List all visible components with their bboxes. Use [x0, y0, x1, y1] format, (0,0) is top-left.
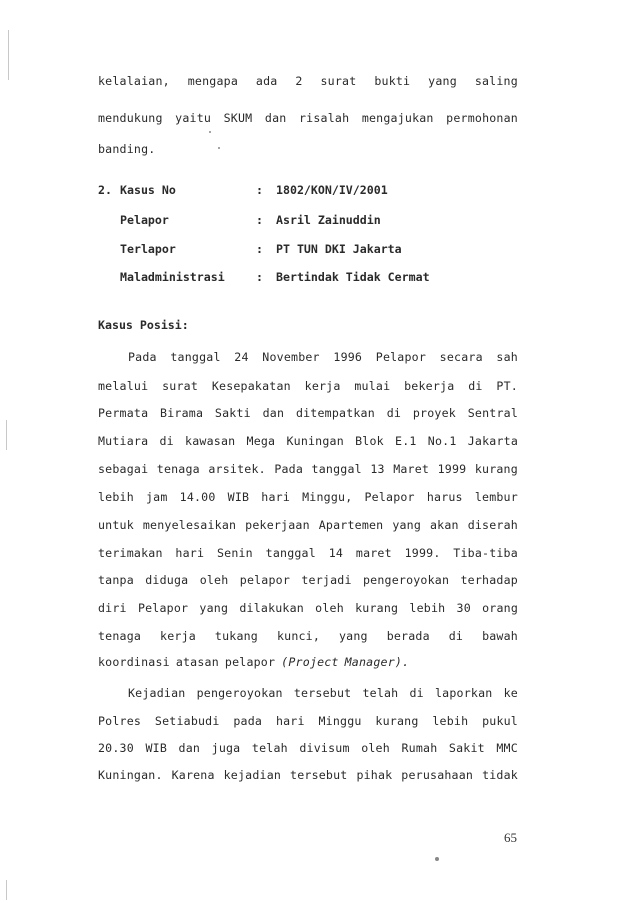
word: telah: [251, 741, 288, 755]
word: pada: [233, 714, 263, 728]
text-line: [98, 406, 518, 420]
word: Tiba-tiba: [453, 546, 518, 560]
word: sah: [496, 350, 518, 364]
case-value: Asril Zainuddin: [276, 213, 381, 227]
case-colon: :: [256, 270, 263, 284]
page-number: 65: [504, 830, 517, 845]
word: proyek: [412, 406, 456, 420]
word: pelapor: [239, 573, 291, 587]
word: ke: [503, 686, 518, 700]
word: perusahaan: [401, 768, 474, 782]
word: pengeroyokan: [362, 573, 450, 587]
case-row: [98, 242, 402, 256]
word: PT.: [496, 379, 518, 393]
word: Kejadian: [128, 686, 186, 700]
word: kerja: [304, 379, 341, 393]
word: terjadi: [301, 573, 352, 587]
word: lebih: [409, 601, 446, 615]
text-line: [98, 573, 518, 587]
word: ditempatkan: [295, 406, 375, 420]
scan-edge-mark: [8, 30, 9, 80]
word: akan: [430, 518, 459, 532]
word: laporkan: [434, 686, 493, 700]
word: Pelapor: [364, 490, 415, 504]
word: secara: [439, 350, 483, 364]
scan-speck: [209, 131, 211, 133]
word: (Project: [281, 655, 339, 669]
word: harus: [426, 490, 463, 504]
word: tanggal: [311, 462, 362, 476]
word: Setiabudi: [154, 714, 220, 728]
word: Pelapor: [375, 350, 427, 364]
word: hari: [275, 714, 305, 728]
word: Birama: [160, 406, 204, 420]
text-line: [98, 518, 518, 532]
word: diri: [98, 601, 127, 615]
word: 24: [234, 350, 249, 364]
word: Jakarta: [467, 434, 518, 448]
word: maret: [355, 546, 392, 560]
word: mengapa: [187, 74, 238, 88]
word: bekerja: [404, 379, 455, 393]
word: kurang: [355, 601, 399, 615]
word: dan: [262, 406, 285, 420]
word: lebih: [432, 714, 469, 728]
word: Pada: [128, 350, 157, 364]
case-colon: :: [256, 242, 263, 256]
word: yang: [199, 601, 229, 615]
word: Senin: [216, 546, 253, 560]
word: Pada: [274, 462, 304, 476]
case-colon: :: [256, 183, 263, 197]
text-line: [98, 714, 518, 728]
case-value: 1802/KON/IV/2001: [276, 183, 388, 197]
word: divisum: [299, 741, 350, 755]
word: Blok: [355, 434, 384, 448]
word: Kesepakatan: [211, 379, 291, 393]
word: 20.30: [98, 741, 134, 755]
word: Polres: [98, 714, 142, 728]
scan-edge-mark: [6, 420, 7, 450]
word: Rumah: [401, 741, 438, 755]
word: jam: [146, 490, 168, 504]
word: Manager).: [344, 655, 410, 669]
word: kawasan: [185, 434, 236, 448]
text-line: [98, 768, 518, 782]
word: MMC: [496, 741, 518, 755]
word: yang: [428, 74, 457, 88]
text-line: [98, 629, 518, 643]
word: Kuningan.: [98, 768, 163, 782]
word: kunci,: [276, 629, 321, 643]
word: mulai: [354, 379, 391, 393]
word: berada: [386, 629, 430, 643]
text-line: [98, 434, 518, 448]
word: tanpa: [98, 573, 134, 587]
word: Pelapor: [137, 601, 189, 615]
word: Mega: [246, 434, 276, 448]
word: orang: [482, 601, 518, 615]
word: 1996: [333, 350, 363, 364]
word: melalui: [98, 379, 149, 393]
word: WIB: [145, 741, 167, 755]
word: yang: [339, 629, 368, 643]
word: terhadap: [460, 573, 518, 587]
word: Apartemen: [318, 518, 384, 532]
scan-speck: [435, 857, 439, 861]
word: tenaga: [156, 462, 200, 476]
word: dan: [178, 741, 201, 755]
word: telah: [362, 686, 399, 700]
word: 1999: [437, 462, 467, 476]
text-line: [98, 741, 518, 755]
case-value: PT TUN DKI Jakarta: [276, 242, 402, 256]
word: di: [409, 686, 424, 700]
section-heading: Kasus Posisi:: [98, 318, 189, 332]
text-line: [98, 379, 518, 393]
case-colon: :: [256, 213, 263, 227]
word: untuk: [98, 518, 134, 532]
case-number: 2.: [98, 183, 112, 197]
word: Kuningan: [286, 434, 344, 448]
word: 13: [370, 462, 385, 476]
word: di: [468, 379, 483, 393]
word: permohonan: [446, 111, 518, 125]
text-line: [98, 462, 518, 476]
word: bawah: [482, 629, 518, 643]
word: hari: [175, 546, 205, 560]
word: 1999.: [404, 546, 441, 560]
word: tanggal: [265, 546, 316, 560]
word: 14.00: [179, 490, 216, 504]
word: oleh: [199, 573, 229, 587]
word: diserah: [467, 518, 518, 532]
word: 14: [328, 546, 344, 560]
text-line: [98, 111, 518, 125]
word: pihak: [356, 768, 393, 782]
word: pukul: [482, 714, 518, 728]
word: yang: [392, 518, 422, 532]
word: No.1: [427, 434, 457, 448]
case-row: [98, 183, 388, 197]
word: tidak: [482, 768, 518, 782]
word: Sentral: [467, 406, 518, 420]
word: banding.: [98, 142, 156, 156]
text-line: [128, 686, 518, 700]
word: pekerjaan: [245, 518, 310, 532]
word: saling: [474, 74, 518, 88]
word: di: [386, 406, 402, 420]
word: Maret: [393, 462, 430, 476]
word: kurang: [474, 462, 518, 476]
case-label: Terlapor: [120, 242, 176, 256]
word: E.1: [395, 434, 417, 448]
text-line: [98, 546, 518, 560]
word: tanggal: [170, 350, 221, 364]
word: kejadian: [223, 768, 282, 782]
word: Sakti: [214, 406, 251, 420]
word: surat: [162, 379, 198, 393]
word: November: [262, 350, 320, 364]
text-line: [98, 655, 518, 669]
word: sebagai: [98, 462, 149, 476]
word: kerja: [160, 629, 196, 643]
word: atasan: [175, 655, 219, 669]
text-line: [128, 350, 518, 364]
word: kelalaian,: [98, 74, 170, 88]
text-line: [98, 74, 518, 88]
text-line: [98, 601, 518, 615]
case-row: [98, 270, 430, 284]
word: Permata: [98, 406, 149, 420]
case-label: Kasus No: [120, 183, 176, 197]
case-value: Bertindak Tidak Cermat: [276, 270, 430, 284]
word: bukti: [374, 74, 411, 88]
word: diduga: [145, 573, 189, 587]
word: pelapor: [224, 655, 276, 669]
case-label: Maladministrasi: [120, 270, 225, 284]
word: oleh: [315, 601, 344, 615]
case-label: Pelapor: [120, 213, 169, 227]
scan-speck: [218, 147, 220, 149]
word: tersebut: [293, 686, 352, 700]
word: lembur: [474, 490, 518, 504]
text-line: [98, 142, 518, 156]
word: di: [448, 629, 464, 643]
case-row: [98, 213, 381, 227]
word: Sakit: [448, 741, 485, 755]
word: tenaga: [98, 629, 142, 643]
word: hari: [261, 490, 291, 504]
word: juga: [211, 741, 241, 755]
word: arsitek.: [208, 462, 266, 476]
word: pengeroyokan: [196, 686, 283, 700]
scan-edge-mark: [6, 880, 7, 900]
word: mendukung: [98, 111, 163, 125]
word: lebih: [98, 490, 134, 504]
word: di: [159, 434, 174, 448]
word: Minggu,: [302, 490, 353, 504]
word: dilakukan: [239, 601, 304, 615]
word: ada: [255, 74, 278, 88]
word: Minggu: [318, 714, 362, 728]
word: WIB: [227, 490, 250, 504]
word: SKUM: [223, 111, 253, 125]
word: 30: [456, 601, 471, 615]
word: kurang: [375, 714, 419, 728]
text-line: [98, 490, 518, 504]
word: yaitu: [175, 111, 212, 125]
word: Mutiara: [98, 434, 149, 448]
word: surat: [320, 74, 357, 88]
word: Karena: [171, 768, 215, 782]
word: 2: [295, 74, 303, 88]
word: koordinasi: [98, 655, 170, 669]
word: mengajukan: [361, 111, 434, 125]
word: menyelesaikan: [142, 518, 237, 532]
word: risalah: [299, 111, 350, 125]
word: terimakan: [98, 546, 163, 560]
word: tukang: [214, 629, 258, 643]
word: oleh: [361, 741, 390, 755]
word: dan: [264, 111, 287, 125]
word: tersebut: [290, 768, 348, 782]
